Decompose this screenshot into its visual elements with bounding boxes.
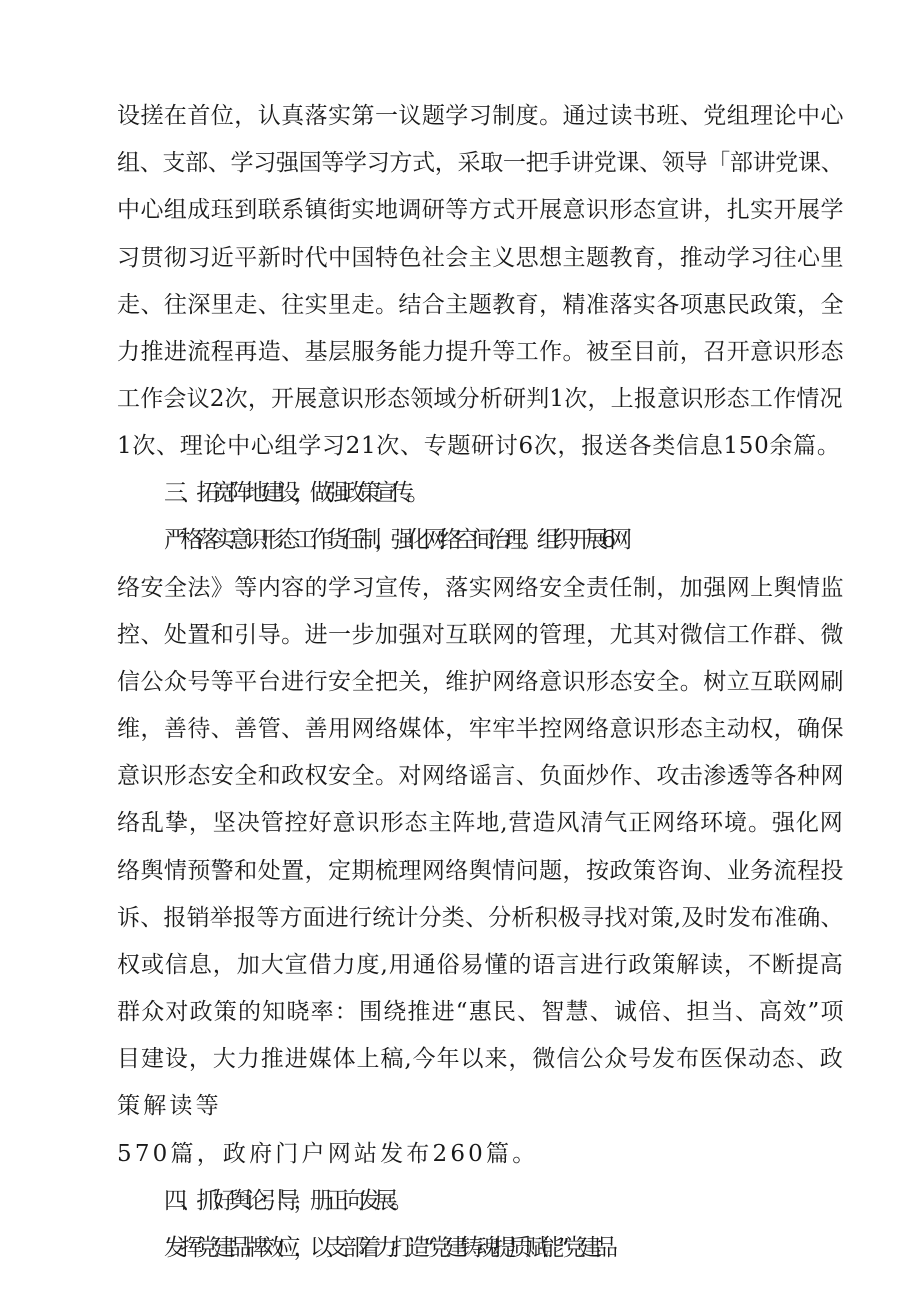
body-line-20: 群众对政策的知晓率：围绕推进“惠民、智慧、诚倍、担当、高效”项 (117, 999, 845, 1025)
body-line-8: 1次、理论中心组学习21次、专题研讨6次，报送各类信息150余篇。 (117, 433, 841, 459)
body-line-21: 目建设，大力推进媒体上稿,今年以来，微信公众号发布医保动态、政 (117, 1046, 844, 1072)
body-line-2: 组、支部、学习强国等学习方式，采取一把手讲党课、领导「部讲党课、 (117, 150, 844, 176)
body-line-22: 策解读等 (117, 1093, 222, 1119)
body-line-10: 严格落实意识形态工作货任制，强化网络空间治理。组织开展6网 (164, 527, 626, 553)
body-line-14: 维，善待、善管、善用网络媒体，牢牢半控网络意识形态主动权，确保 (117, 716, 844, 742)
body-line-1: 设搓在首位，认真落实第一议题学习制度。通过读书班、党组理论中心 (117, 103, 844, 129)
body-line-17: 络舆情预警和处置，定期梳理网络舆情问题，按政策咨询、业务流程投 (117, 858, 844, 884)
body-line-11: 络安全法》等内容的学习宣传，落实网络安全责任制，加强网上舆情监 (117, 575, 844, 601)
body-line-18: 诉、报销举报等方面进行统计分类、分析积极寻找对策,及时发布准确、 (117, 905, 844, 931)
body-line-13: 信公众号等平台进行安全把关，维护网络意识形态安全。树立互联网刷 (117, 669, 844, 695)
section-heading-4: 四、抓好舆论引导，册正向发展。 (164, 1188, 408, 1214)
body-line-6: 力推进流程再造、基层服务能力提升等工作。被至目前，召开意识形态 (117, 339, 844, 365)
body-line-16: 络乱挚，坚决管控好意识形态主阵地,营造风清气正网络环境。强化网 (117, 810, 844, 836)
body-line-7: 工作会议2次，开展意识形态领域分析研判1次，上报意识形态工作情况 (117, 386, 843, 412)
body-line-19: 权或信息，加大宣借力度,用通俗易懂的语言进行政策解读，不断提高 (117, 952, 844, 978)
body-line-12: 控、处置和引导。进一步加强对互联网的管理，尤其对微信工作群、微 (117, 622, 844, 648)
body-line-25: 发挥党建品牌效应，以支部着力打造“党建铸魂提质赋能”党建品 (164, 1235, 612, 1261)
body-line-4: 习贯彻习近平新时代中国特色社会主义思想主题教育，推动学习往心里 (117, 245, 844, 271)
body-line-23: 570篇，政府门户网站发布260篇。 (117, 1141, 539, 1167)
body-line-3: 中心组成珏到联系镇街实地调研等方式开展意识形态宣讲，扎实开展学 (117, 197, 844, 223)
section-heading-3: 三、拓宽阵地建设，做强政策宣传。 (164, 480, 424, 506)
body-line-5: 走、往深里走、往实里走。结合主题教育，精准落实各项惠民政策，全 (117, 292, 844, 318)
body-line-15: 意识形态安全和政权安全。对网络谣言、负面炒作、攻击渗透等各种网 (117, 763, 844, 789)
